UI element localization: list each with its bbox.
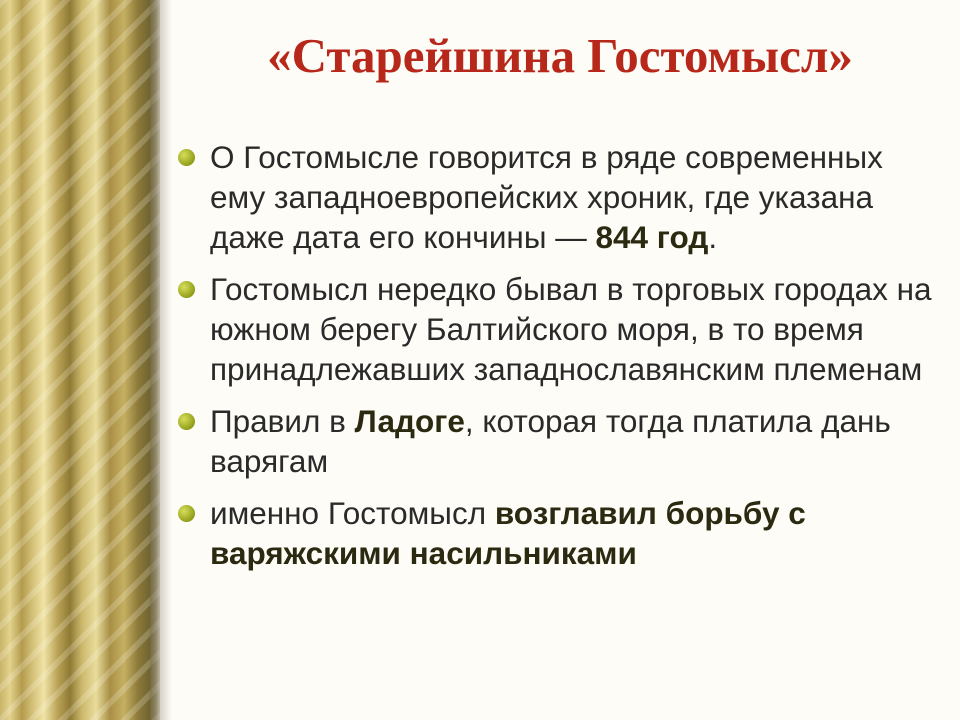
bullet-text: , которая тогда платила дань варягам	[210, 403, 891, 479]
bullet-item	[178, 401, 938, 481]
bullet-icon	[178, 505, 195, 522]
bullet-text: именно Гостомысл	[210, 495, 495, 531]
bullet-icon	[178, 149, 195, 166]
bullet-list	[178, 137, 938, 585]
bullet-icon	[178, 413, 195, 430]
bullet-text: .	[708, 219, 718, 255]
bullet-emphasis: 844 год	[595, 219, 709, 255]
bullet-item	[178, 269, 938, 389]
bullet-emphasis: Ладоге	[354, 403, 465, 439]
bullet-emphasis: возглавил борьбу с варяжскими насильниками	[210, 495, 806, 571]
slide-title: «Старейшина Гостомысл»	[267, 28, 853, 83]
bullet-text: Правил в	[210, 403, 355, 439]
column-shadow	[150, 0, 172, 720]
bullet-item	[178, 493, 938, 573]
bullet-icon	[178, 281, 195, 298]
bullet-text: О Гостомысле говорится в ряде современных ему западноевропейских хроник, где указана даже дата его кончины —	[210, 139, 883, 255]
bullet-text: Гостомысл нередко бывал в торговых городах на южном берегу Балтийского моря, в то время принадлежавших западнославянским племенам	[210, 271, 932, 387]
bullet-item	[178, 137, 938, 257]
decorative-column-border	[0, 0, 160, 720]
